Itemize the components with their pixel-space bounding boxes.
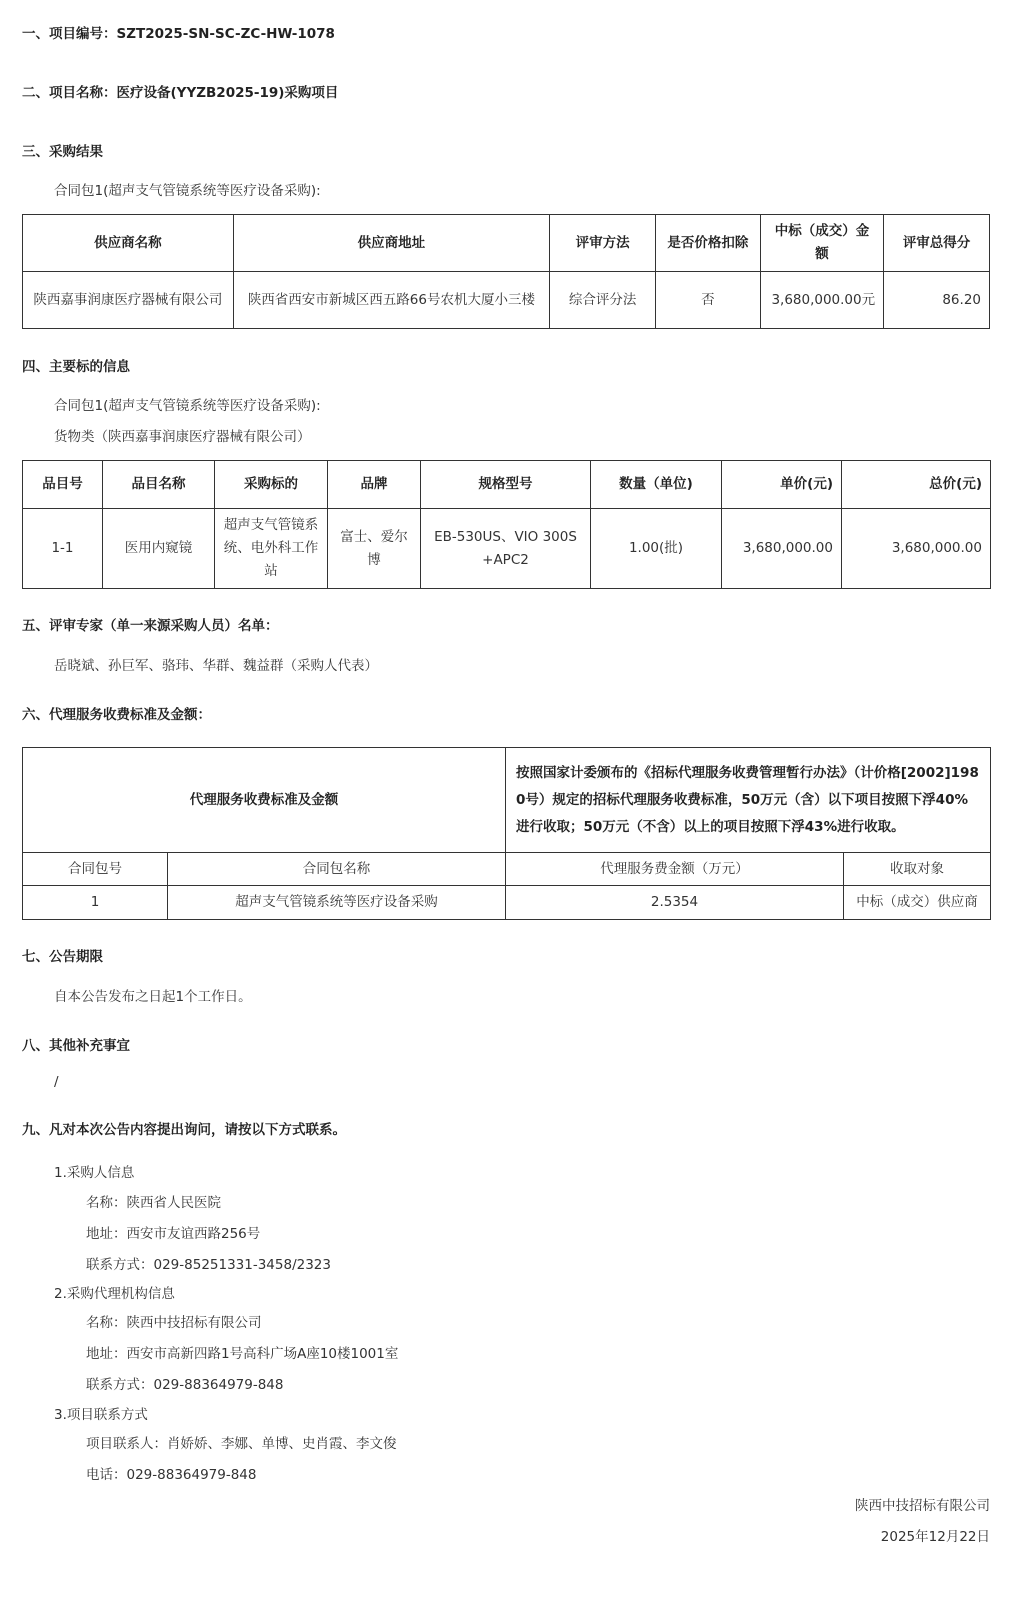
procurement-subject-cell: 超声支气管镜系统、电外科工作站 <box>215 509 328 589</box>
results-header-cell: 供应商名称 <box>23 215 234 272</box>
project-number-value: SZT2025-SN-SC-ZC-HW-1078 <box>116 26 335 42</box>
subject-header-row <box>23 461 991 509</box>
fee-standard-label: 代理服务收费标准及金额 <box>23 748 506 853</box>
fee-header-cell: 合同包名称 <box>168 853 506 886</box>
subject-header-cell: 品目名称 <box>103 461 215 509</box>
project-number-line <box>22 22 335 42</box>
table-row <box>23 272 990 329</box>
price-deduction-cell: 否 <box>656 272 761 329</box>
table-row <box>23 509 991 589</box>
award-amount-cell: 3,680,000.00元 <box>760 272 883 329</box>
section-title-subject-info: 四、主要标的信息 <box>22 359 130 375</box>
subject-header-cell: 品牌 <box>328 461 421 509</box>
brand-cell: 富士、爱尔博 <box>328 509 421 589</box>
package-name-cell: 超声支气管镜系统等医疗设备采购 <box>168 886 506 920</box>
subject-package-label: 合同包1(超声支气管镜系统等医疗设备采购): <box>54 398 321 414</box>
section-title-agency-fee: 六、代理服务收费标准及金额： <box>22 707 211 723</box>
fee-standard-row <box>23 748 991 853</box>
item-name-cell: 医用内窥镜 <box>103 509 215 589</box>
agency-info-heading: 2.采购代理机构信息 <box>54 1286 175 1302</box>
subject-header-cell: 总价(元) <box>842 461 991 509</box>
buyer-info-heading: 1.采购人信息 <box>54 1165 135 1181</box>
package-number-cell: 1 <box>23 886 168 920</box>
agency-fee-table <box>22 747 991 920</box>
footer-organization: 陕西中技招标有限公司 <box>855 1498 990 1514</box>
experts-list: 岳晓斌、孙巨军、骆玮、华群、魏益群（采购人代表） <box>54 658 378 674</box>
notice-period-text: 自本公告发布之日起1个工作日。 <box>54 989 252 1005</box>
subject-category-label: 货物类（陕西嘉事润康医疗器械有限公司） <box>54 429 311 445</box>
fee-header-cell: 合同包号 <box>23 853 168 886</box>
section-title-experts: 五、评审专家（单一来源采购人员）名单： <box>22 618 279 634</box>
table-row <box>23 886 991 920</box>
supplier-address-cell: 陕西省西安市新城区西五路66号农机大厦小三楼 <box>233 272 550 329</box>
subject-header-cell: 数量（单位) <box>591 461 722 509</box>
results-header-cell: 评审方法 <box>550 215 656 272</box>
subject-header-cell: 规格型号 <box>421 461 591 509</box>
subject-header-cell: 采购标的 <box>215 461 328 509</box>
subject-header-cell: 品目号 <box>23 461 103 509</box>
section-title-notice-period: 七、公告期限 <box>22 949 103 965</box>
section-title-contact: 九、凡对本次公告内容提出询问，请按以下方式联系。 <box>22 1122 346 1138</box>
subject-table <box>22 460 991 589</box>
footer-date: 2025年12月22日 <box>880 1529 990 1545</box>
project-number-label: 一、项目编号： <box>22 26 117 42</box>
results-header-cell: 评审总得分 <box>884 215 990 272</box>
agency-contact: 联系方式：029-88364979-848 <box>86 1377 284 1393</box>
total-score-cell: 86.20 <box>884 272 990 329</box>
unit-price-cell: 3,680,000.00 <box>722 509 842 589</box>
results-table <box>22 214 990 329</box>
other-matters-text: / <box>54 1074 59 1090</box>
subject-header-cell: 单价(元) <box>722 461 842 509</box>
agency-address: 地址：西安市高新四路1号高科广场A座10楼1001室 <box>86 1346 399 1362</box>
section-title-other-matters: 八、其他补充事宜 <box>22 1038 130 1054</box>
item-number-cell: 1-1 <box>23 509 103 589</box>
results-header-row <box>23 215 990 272</box>
buyer-address: 地址：西安市友谊西路256号 <box>86 1226 261 1242</box>
results-header-cell: 中标（成交）金额 <box>760 215 883 272</box>
fee-header-row <box>23 853 991 886</box>
total-price-cell: 3,680,000.00 <box>842 509 991 589</box>
section-title-results: 三、采购结果 <box>22 144 103 160</box>
project-contact-heading: 3.项目联系方式 <box>54 1407 148 1423</box>
model-cell: EB-530US、VIO 300S+APC2 <box>421 509 591 589</box>
results-header-cell: 供应商地址 <box>233 215 550 272</box>
fee-amount-cell: 2.5354 <box>506 886 844 920</box>
fee-header-cell: 代理服务费金额（万元） <box>506 853 844 886</box>
fee-standard-text: 按照国家计委颁布的《招标代理服务收费管理暂行办法》（计价格[2002]1980号）规定的招标代理服务收费标准，50万元（含）以下项目按照下浮40%进行收取；50万元（不含）以上的项目按照下浮43%进行收取。 <box>506 748 991 853</box>
fee-header-cell: 收取对象 <box>844 853 991 886</box>
results-header-cell: 是否价格扣除 <box>656 215 761 272</box>
review-method-cell: 综合评分法 <box>550 272 656 329</box>
buyer-contact: 联系方式：029-85251331-3458/2323 <box>86 1257 331 1273</box>
quantity-cell: 1.00(批) <box>591 509 722 589</box>
project-contact-phone: 电话：029-88364979-848 <box>86 1467 257 1483</box>
project-name-value: 医疗设备(YYZB2025-19)采购项目 <box>116 85 339 101</box>
buyer-name: 名称：陕西省人民医院 <box>86 1195 221 1211</box>
fee-payer-cell: 中标（成交）供应商 <box>844 886 991 920</box>
project-contact-people: 项目联系人：肖娇娇、李娜、单博、史肖霞、李文俊 <box>86 1436 397 1452</box>
agency-name: 名称：陕西中技招标有限公司 <box>86 1315 262 1331</box>
project-name-label: 二、项目名称： <box>22 85 117 101</box>
results-package-label: 合同包1(超声支气管镜系统等医疗设备采购): <box>54 183 321 199</box>
supplier-name-cell: 陕西嘉事润康医疗器械有限公司 <box>23 272 234 329</box>
project-name-line <box>22 81 338 101</box>
